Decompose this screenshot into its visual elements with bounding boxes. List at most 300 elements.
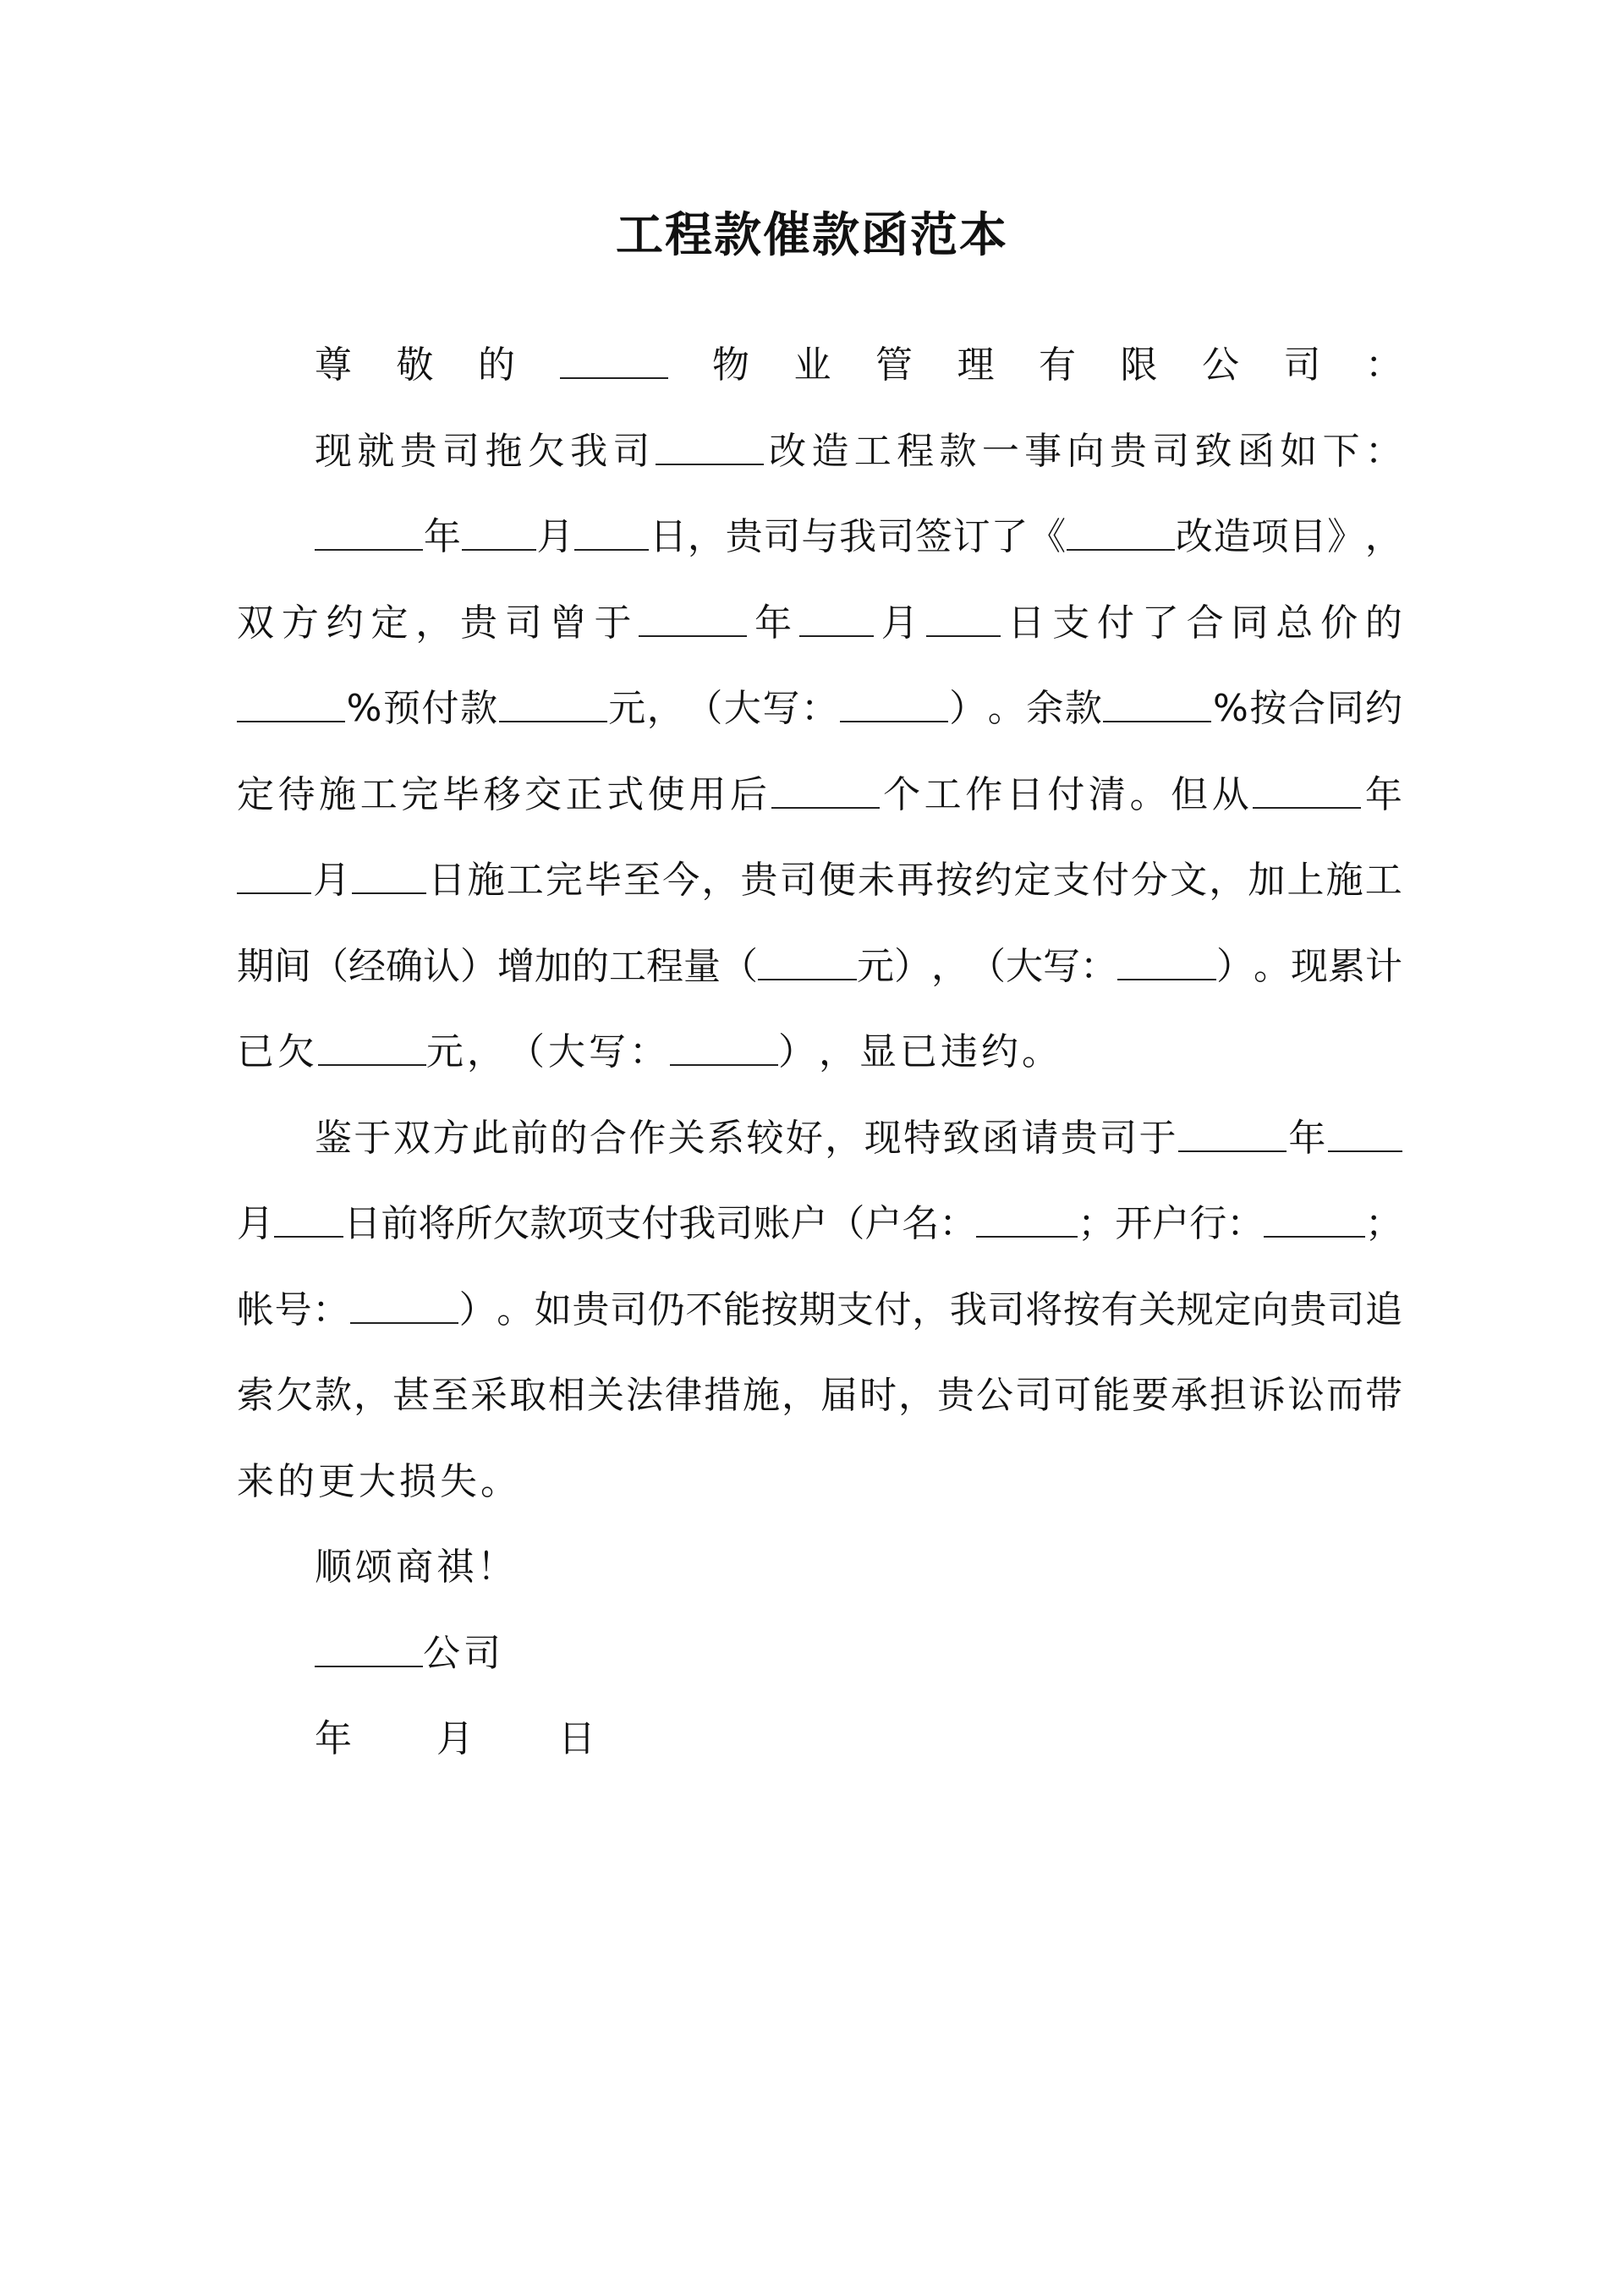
text-char: 于 xyxy=(594,601,632,645)
text-char: 分 xyxy=(1130,859,1168,902)
text-char: 年 xyxy=(423,515,461,558)
text-char: 我 xyxy=(678,1202,716,1245)
text-line-p2-l3 xyxy=(237,1285,1402,1371)
text-char: 将 xyxy=(418,1202,456,1245)
text-char: ， xyxy=(819,1030,859,1073)
text-char: 欠 xyxy=(492,1202,530,1245)
text-char: 今 xyxy=(662,859,700,902)
text-line-p2-l4 xyxy=(237,1370,1402,1457)
text-char: 司 xyxy=(442,429,480,473)
text-char: 函 xyxy=(981,1116,1019,1160)
fill-in-blank xyxy=(771,770,880,809)
text-char: 较 xyxy=(746,1116,784,1160)
text-char: 加 xyxy=(1248,859,1286,902)
text-char: 可 xyxy=(1054,1374,1091,1417)
text-char: 律 xyxy=(665,1374,702,1417)
text-char: ， xyxy=(825,1116,863,1160)
fill-in-blank xyxy=(560,340,668,379)
text-char: 一 xyxy=(981,429,1019,473)
text-char: 款 xyxy=(1064,687,1102,730)
text-char xyxy=(396,1714,436,1800)
text-char: 有 xyxy=(1100,1288,1138,1331)
text-char: 现 xyxy=(1291,944,1328,988)
text-char: 月 xyxy=(881,601,919,645)
text-char: 业 xyxy=(793,343,831,387)
text-char: 司 xyxy=(612,429,650,473)
text-char: （ xyxy=(721,944,758,988)
text-char: （ xyxy=(685,687,723,730)
text-char: 欠 xyxy=(277,1030,318,1073)
text-char: 请 xyxy=(1021,1116,1059,1160)
text-char: 规 xyxy=(1176,1288,1214,1331)
text-char: ： xyxy=(629,1030,670,1073)
text-char: 使 xyxy=(647,772,685,816)
text-char: 司 xyxy=(876,515,914,558)
text-char: 按 xyxy=(1062,1288,1100,1331)
text-char: 了 xyxy=(1141,601,1179,645)
text-char: 担 xyxy=(1210,1374,1247,1417)
text-char: 约 xyxy=(1365,687,1402,730)
text-char: ） xyxy=(894,944,931,988)
text-char: 日 xyxy=(650,515,688,558)
text-char: 要 xyxy=(1132,1374,1169,1417)
text-char: 加 xyxy=(535,944,572,988)
text-char: 工 xyxy=(853,429,892,473)
text-line-p2-l2 xyxy=(237,1199,1402,1285)
text-char: 司 xyxy=(1015,1374,1052,1417)
text-char: 仍 xyxy=(647,1288,685,1331)
text-char: 所 xyxy=(455,1202,493,1245)
text-char: 的 xyxy=(478,343,515,387)
text-char: 日 xyxy=(1007,601,1045,645)
text-char: 账 xyxy=(753,1202,791,1245)
fill-in-blank xyxy=(499,684,607,722)
text-char: 完 xyxy=(545,859,583,902)
text-char: ， xyxy=(687,515,725,558)
text-char: 日 xyxy=(558,1717,599,1760)
text-char: 于 xyxy=(354,1116,392,1160)
text-char: 敬 xyxy=(396,343,434,387)
text-char: 就 xyxy=(357,429,395,473)
text-char: 特 xyxy=(903,1116,941,1160)
text-char: 合 xyxy=(1287,687,1325,730)
text-char: 至 xyxy=(623,859,661,902)
fill-in-blank xyxy=(840,684,948,722)
text-char: 支 xyxy=(1052,859,1090,902)
text-char: （ xyxy=(311,944,348,988)
text-char: 了 xyxy=(990,515,1029,558)
text-char: 元 xyxy=(426,1030,467,1073)
text-char: ： xyxy=(1226,1202,1265,1245)
text-char: 合 xyxy=(1186,601,1224,645)
text-char: 管 xyxy=(875,343,913,387)
text-char: 致 xyxy=(942,1116,980,1160)
text-char: 的 xyxy=(277,1459,318,1503)
text-char: % xyxy=(1212,687,1248,730)
text-char: 但 xyxy=(1171,772,1209,816)
text-char xyxy=(355,1714,396,1800)
text-char: 完 xyxy=(401,772,439,816)
text-char: 款 xyxy=(939,429,977,473)
text-char: 方 xyxy=(281,601,319,645)
text-char: 约 xyxy=(326,601,364,645)
text-char: 文 xyxy=(1170,859,1208,902)
text-char: 价 xyxy=(1320,601,1358,645)
text-char: 贵 xyxy=(1289,1288,1327,1331)
text-char: 颂 xyxy=(355,1546,396,1589)
text-char: 系 xyxy=(707,1116,745,1160)
text-char: 追 xyxy=(1364,1288,1402,1331)
text-char: 从 xyxy=(1211,772,1249,816)
text-char: 写 xyxy=(1043,944,1080,988)
text-char: 认 xyxy=(423,944,460,988)
text-char: 取 xyxy=(509,1374,546,1417)
text-char: 讼 xyxy=(1287,1374,1325,1417)
text-char: 付 xyxy=(874,1288,912,1331)
text-char: 确 xyxy=(386,944,423,988)
text-char: 祺 xyxy=(436,1546,477,1589)
text-char: 关 xyxy=(667,1116,705,1160)
text-char: 工 xyxy=(609,944,646,988)
text-char: 司 xyxy=(1283,343,1321,387)
text-char: 造 xyxy=(1213,515,1251,558)
text-char: 将 xyxy=(1025,1288,1063,1331)
text-char: 年 xyxy=(1364,772,1402,816)
text-char: 贵 xyxy=(740,859,778,902)
text-char: ， xyxy=(912,1288,950,1331)
text-char: 大 xyxy=(359,1459,399,1503)
text-char: 开 xyxy=(1115,1202,1153,1245)
text-char: 元 xyxy=(608,687,646,730)
text-char: 户 xyxy=(790,1202,828,1245)
fill-in-blank xyxy=(1253,770,1361,809)
text-char: 顺 xyxy=(315,1546,355,1589)
text-char: （ xyxy=(827,1202,865,1245)
text-char: 毕 xyxy=(442,772,480,816)
text-char: 已 xyxy=(900,1030,941,1073)
text-char: 。 xyxy=(987,687,1025,730)
document-title: 工程款催款函范本 xyxy=(616,208,1008,263)
text-char: 时 xyxy=(859,1374,897,1417)
text-char: 付 xyxy=(1097,601,1134,645)
text-char: 司 xyxy=(1152,429,1190,473)
text-char: 有 xyxy=(1039,343,1076,387)
fill-in-blank xyxy=(976,1199,1078,1238)
text-char: 鉴 xyxy=(315,1116,352,1160)
text-char: 支 xyxy=(604,1202,642,1245)
text-char: 余 xyxy=(1026,687,1064,730)
text-char: 双 xyxy=(392,1116,431,1160)
fill-in-blank xyxy=(1067,512,1175,551)
text-char: % xyxy=(346,687,382,730)
text-char: 年 xyxy=(754,601,793,645)
text-char: ： xyxy=(312,1288,350,1331)
text-char: 司 xyxy=(464,1631,504,1675)
text-line-p1-l6 xyxy=(237,942,1402,1028)
text-char: 向 xyxy=(1067,429,1105,473)
text-char: 司 xyxy=(610,1288,648,1331)
text-char: ， xyxy=(1364,515,1402,558)
text-char: ） xyxy=(460,944,497,988)
text-char: 。 xyxy=(1129,772,1167,816)
text-char: 改 xyxy=(1175,515,1213,558)
text-char: 年 xyxy=(1288,1116,1326,1160)
text-char: 商 xyxy=(396,1546,436,1589)
text-char: 前 xyxy=(511,1116,549,1160)
text-char: 致 xyxy=(1194,429,1232,473)
text-char: 按 xyxy=(760,1288,798,1331)
text-char: 大 xyxy=(548,1030,589,1073)
text-char: 前 xyxy=(381,1202,419,1245)
text-char: 甚 xyxy=(392,1374,430,1417)
text-char: ： xyxy=(801,687,838,730)
text-char: 年 xyxy=(315,1717,355,1760)
text-char: 工 xyxy=(359,772,398,816)
text-char: 按 xyxy=(1249,687,1287,730)
text-char: 工 xyxy=(924,772,962,816)
text-char xyxy=(518,1714,558,1800)
text-char: 清 xyxy=(1088,772,1126,816)
text-char: 支 xyxy=(836,1288,874,1331)
text-char: ） xyxy=(458,1288,497,1331)
text-char: ， xyxy=(415,601,453,645)
text-char: 》 xyxy=(1327,515,1365,558)
fill-in-blank xyxy=(315,1628,423,1667)
text-char: 支 xyxy=(1052,601,1090,645)
text-char: 户 xyxy=(864,1202,903,1245)
text-char: ， xyxy=(898,1374,935,1417)
text-char: 施 xyxy=(467,859,505,902)
text-line-salutation xyxy=(237,340,1402,426)
text-char: 用 xyxy=(689,772,727,816)
text-char: 更 xyxy=(318,1459,359,1503)
text-char: 关 xyxy=(1138,1288,1177,1331)
fill-in-blank xyxy=(574,512,649,551)
text-char: 名 xyxy=(902,1202,940,1245)
text-char: 方 xyxy=(432,1116,470,1160)
text-char: 函 xyxy=(1237,429,1275,473)
text-char: 日 xyxy=(428,859,466,902)
text-char: 号 xyxy=(274,1288,312,1331)
fill-in-blank xyxy=(352,855,426,894)
text-char: 我 xyxy=(949,1288,987,1331)
text-line-date xyxy=(237,1714,1402,1800)
text-line-p2-l5 xyxy=(237,1457,1402,1543)
text-char: 贵 xyxy=(1109,429,1147,473)
fill-in-blank xyxy=(758,942,857,980)
text-char: 行 xyxy=(1189,1202,1227,1245)
text-char: 后 xyxy=(729,772,767,816)
text-char: 大 xyxy=(723,687,761,730)
fill-in-blank xyxy=(462,512,536,551)
text-char: 定 xyxy=(370,601,409,645)
text-char: 如 xyxy=(1280,429,1318,473)
fill-in-blank xyxy=(670,1027,778,1066)
text-char: 施 xyxy=(319,772,357,816)
text-char: 诉 xyxy=(1248,1374,1286,1417)
text-char: 贵 xyxy=(725,515,763,558)
text-char: 总 xyxy=(1276,601,1314,645)
text-char: 此 xyxy=(471,1116,509,1160)
text-char: 拖 xyxy=(485,429,523,473)
text-line-p1-l3 xyxy=(237,684,1402,770)
text-char: 承 xyxy=(1171,1374,1208,1417)
text-char: ） xyxy=(778,1030,819,1073)
text-char: ） xyxy=(1216,944,1254,988)
text-char: 施 xyxy=(1325,859,1363,902)
fill-in-blank xyxy=(318,1027,426,1066)
fill-in-blank xyxy=(1103,684,1211,722)
text-char: 日 xyxy=(343,1202,381,1245)
text-char: 程 xyxy=(897,429,935,473)
text-char: 。 xyxy=(1254,944,1291,988)
text-char: ； xyxy=(1365,1202,1402,1245)
text-char: 措 xyxy=(704,1374,741,1417)
text-char: 项 xyxy=(567,1202,605,1245)
text-line-p2-l1 xyxy=(237,1113,1402,1200)
text-char: 贵 xyxy=(937,1374,974,1417)
text-char: 预 xyxy=(382,687,420,730)
text-char: 上 xyxy=(1287,859,1325,902)
text-line-intro xyxy=(237,426,1402,513)
text-char: 待 xyxy=(277,772,315,816)
text-char: 目 xyxy=(1289,515,1327,558)
document-body xyxy=(237,340,1402,1800)
text-char: 移 xyxy=(483,772,521,816)
text-char: 量 xyxy=(683,944,721,988)
text-char: 作 xyxy=(965,772,1003,816)
text-char: 贵 xyxy=(572,1288,610,1331)
text-char: 能 xyxy=(723,1288,761,1331)
text-char: 的 xyxy=(1364,601,1402,645)
text-char: 司 xyxy=(987,1288,1025,1331)
fill-in-blank xyxy=(926,598,1001,637)
text-char: 公 xyxy=(1202,343,1239,387)
text-char: 款 xyxy=(460,687,498,730)
text-char: 公 xyxy=(423,1631,464,1675)
text-char: 司 xyxy=(1100,1116,1138,1160)
text-line-signature xyxy=(237,1628,1402,1715)
text-char: 定 xyxy=(1214,1288,1252,1331)
fill-in-blank xyxy=(1117,942,1216,980)
text-char: 双 xyxy=(237,601,274,645)
fill-in-blank xyxy=(656,426,764,465)
text-char: 下 xyxy=(1322,429,1360,473)
text-char: ： xyxy=(1364,429,1402,473)
text-char: 司 xyxy=(1327,1288,1365,1331)
text-char: 索 xyxy=(237,1374,274,1417)
text-char: 贵 xyxy=(1060,1116,1098,1160)
text-char: 程 xyxy=(646,944,683,988)
text-char: 损 xyxy=(399,1459,440,1503)
text-char: 定 xyxy=(237,772,274,816)
text-line-p1-l7 xyxy=(237,1027,1402,1113)
text-char: 期 xyxy=(798,1288,837,1331)
text-char: 工 xyxy=(506,859,544,902)
text-char: ， xyxy=(467,1030,508,1073)
text-char: 事 xyxy=(1024,429,1062,473)
text-char: 式 xyxy=(606,772,645,816)
text-char: 。 xyxy=(480,1459,521,1503)
text-char: 写 xyxy=(762,687,800,730)
text-char: ！ xyxy=(477,1546,518,1589)
text-char: 付 xyxy=(1047,772,1085,816)
text-char: 定 xyxy=(1013,859,1051,902)
text-char: 个 xyxy=(883,772,921,816)
text-char: 写 xyxy=(589,1030,629,1073)
text-char: 如 xyxy=(534,1288,572,1331)
text-char: ： xyxy=(1080,944,1117,988)
text-char: 工 xyxy=(1364,859,1402,902)
text-char: 付 xyxy=(641,1202,679,1245)
text-char: 合 xyxy=(589,1116,627,1160)
text-char: 已 xyxy=(237,1030,277,1073)
fill-in-blank xyxy=(639,598,747,637)
text-char: ， xyxy=(1209,859,1247,902)
text-char: 向 xyxy=(1252,1288,1290,1331)
text-char: 毕 xyxy=(584,859,622,902)
text-char: （ xyxy=(968,944,1006,988)
text-char: 约 xyxy=(974,859,1012,902)
text-char: ， xyxy=(354,1374,391,1417)
fill-in-blank xyxy=(350,1285,458,1324)
text-char: 款 xyxy=(529,1202,568,1245)
text-char: 大 xyxy=(1006,944,1043,988)
text-char: 日 xyxy=(1006,772,1044,816)
text-char: 欠 xyxy=(276,1374,313,1417)
text-char: 《 xyxy=(1029,515,1067,558)
text-line-p1-l2 xyxy=(237,598,1402,684)
text-char: 未 xyxy=(857,859,895,902)
text-char: 。 xyxy=(497,1288,535,1331)
text-char: 违 xyxy=(941,1030,981,1073)
text-char: 的 xyxy=(572,944,609,988)
text-char: （ xyxy=(508,1030,548,1073)
text-char: 带 xyxy=(1365,1374,1402,1417)
fill-in-blank xyxy=(1178,1113,1287,1152)
text-char: 理 xyxy=(957,343,995,387)
text-char: 限 xyxy=(1120,343,1158,387)
text-char: 司 xyxy=(779,859,817,902)
text-char: 显 xyxy=(859,1030,900,1073)
text-char: 施 xyxy=(743,1374,780,1417)
text-char: 增 xyxy=(497,944,535,988)
text-char: 月 xyxy=(237,1202,274,1245)
text-char: 经 xyxy=(348,944,386,988)
text-char: 同 xyxy=(1231,601,1269,645)
text-char: 。 xyxy=(1022,1030,1062,1073)
text-char: 计 xyxy=(1365,944,1402,988)
text-char: 正 xyxy=(565,772,603,816)
fill-in-blank xyxy=(1328,1113,1402,1152)
text-char: 好 xyxy=(785,1116,823,1160)
text-char: 作 xyxy=(628,1116,667,1160)
text-char: 至 xyxy=(431,1374,469,1417)
text-char: 司 xyxy=(716,1202,754,1245)
text-char: 现 xyxy=(864,1116,902,1160)
text-char: 再 xyxy=(897,859,935,902)
text-char: 付 xyxy=(421,687,459,730)
text-char: ， xyxy=(701,859,739,902)
text-char: 造 xyxy=(811,429,849,473)
text-char: 帐 xyxy=(237,1288,274,1331)
text-char: 同 xyxy=(1326,687,1364,730)
text-char: 款 xyxy=(315,1374,352,1417)
text-char: 物 xyxy=(712,343,749,387)
text-char: 届 xyxy=(820,1374,858,1417)
text-char: 便 xyxy=(818,859,856,902)
text-char: 月 xyxy=(536,515,574,558)
